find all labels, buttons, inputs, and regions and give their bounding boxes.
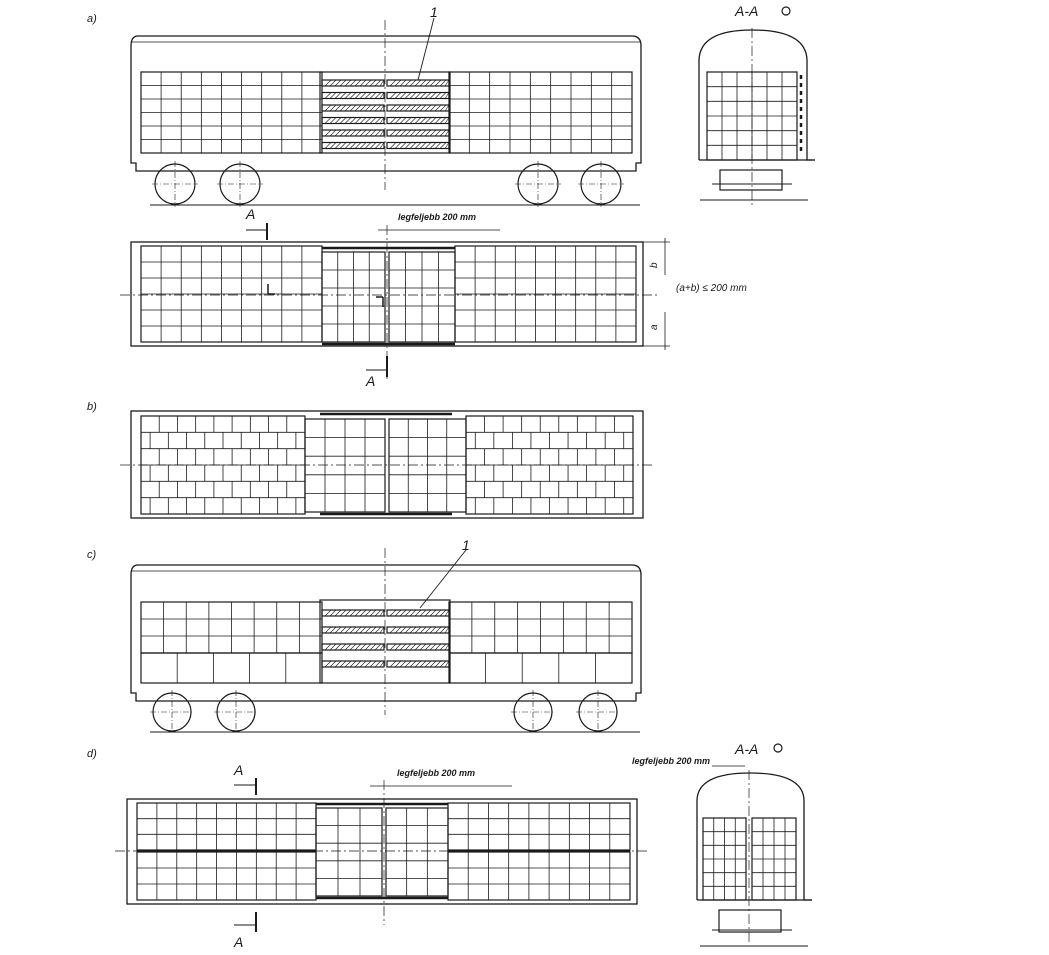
panel-a-board-right-hatch xyxy=(425,105,431,111)
panel-c-board-left-hatch xyxy=(365,661,371,667)
panel-c-board-right-hatch xyxy=(430,644,436,650)
panel-c-board-left-hatch xyxy=(380,610,384,616)
panel-a-board-right-hatch xyxy=(445,143,449,149)
panel-a-board-right-hatch xyxy=(415,143,421,149)
panel-a-board-right-hatch xyxy=(395,130,401,136)
panel-a-board-left-hatch xyxy=(355,93,361,99)
panel-a-board-right-hatch xyxy=(405,105,411,111)
panel-a-board-right-hatch xyxy=(440,80,446,86)
panel-c-board-right-hatch xyxy=(445,661,449,667)
panel-a-board-left-hatch xyxy=(335,80,341,86)
panel-c-board-left-hatch xyxy=(375,627,381,633)
panel-a-board-right-hatch xyxy=(390,93,396,99)
panel-c-board-right-hatch xyxy=(425,644,431,650)
panel-a-board-right-hatch xyxy=(420,143,426,149)
panel-a-board-left-hatch xyxy=(330,93,336,99)
panel-c-board-left-hatch xyxy=(380,627,384,633)
panel-a-board-left-hatch xyxy=(330,130,336,136)
panel-a-board-right-hatch xyxy=(410,93,416,99)
panel-c-board-left-hatch xyxy=(340,661,346,667)
panel-a-board-left-hatch xyxy=(325,143,331,149)
panel-c-board-left-hatch xyxy=(335,610,341,616)
panel-a-board-right-hatch xyxy=(440,130,446,136)
section-marker-d-top: A xyxy=(234,762,244,778)
panel-c-board-left-hatch xyxy=(325,610,331,616)
panel-c-board-right-hatch xyxy=(395,627,401,633)
panel-c-board-right-hatch xyxy=(425,610,431,616)
panel-a-board-right-hatch xyxy=(425,80,431,86)
panel-a-board-right-hatch xyxy=(425,118,431,124)
panel-c-board-left-hatch xyxy=(350,627,356,633)
panel-a-board-left-hatch xyxy=(350,80,356,86)
panel-c-board-left-hatch xyxy=(345,644,351,650)
panel-c-board-right-hatch xyxy=(415,610,421,616)
panel-c-board-right-hatch xyxy=(410,610,416,616)
section-top-bogie xyxy=(720,170,782,190)
dim-letter-b: b xyxy=(649,262,660,268)
panel-a-board-right-hatch xyxy=(435,93,441,99)
panel-a-board-left-hatch xyxy=(345,105,351,111)
panel-a-board-right-hatch xyxy=(395,105,401,111)
panel-label-b: b) xyxy=(87,401,97,413)
panel-a-board-right-hatch xyxy=(435,118,441,124)
panel-a-board-left-hatch xyxy=(330,105,336,111)
section-label-bottom: A-A xyxy=(735,741,759,757)
panel-a-board-left-hatch xyxy=(355,118,361,124)
panel-c-board-right-hatch xyxy=(440,627,446,633)
panel-a-side-body xyxy=(131,36,641,171)
panel-d-left-lower xyxy=(137,852,316,900)
panel-d-door-left xyxy=(316,808,382,896)
panel-c-board-left-hatch xyxy=(350,661,356,667)
panel-a-board-left-hatch xyxy=(370,143,376,149)
panel-a-board-left-hatch xyxy=(380,130,384,136)
panel-a-board-left-hatch xyxy=(350,105,356,111)
panel-c-board-left-hatch xyxy=(365,627,371,633)
panel-a-board-left-hatch xyxy=(370,118,376,124)
panel-a-board-right-hatch xyxy=(410,130,416,136)
panel-a-board-left-hatch xyxy=(365,130,371,136)
panel-a-board-left-hatch xyxy=(325,80,331,86)
panel-c-board-left-hatch xyxy=(335,661,341,667)
panel-a-board-right-hatch xyxy=(445,80,449,86)
panel-a-board-left-hatch xyxy=(325,118,331,124)
panel-a-board-right-hatch xyxy=(415,130,421,136)
panel-c-board-right-hatch xyxy=(445,610,449,616)
panel-c-board-right-hatch xyxy=(410,627,416,633)
panel-a-board-right-hatch xyxy=(435,143,441,149)
panel-c-board-right-hatch xyxy=(395,661,401,667)
panel-a-board-right-hatch xyxy=(420,118,426,124)
panel-c-board-left-hatch xyxy=(360,610,366,616)
panel-c-board-left-hatch xyxy=(370,610,376,616)
panel-a-board-left-hatch xyxy=(345,93,351,99)
panel-a-board-left-hatch xyxy=(355,130,361,136)
panel-c-board-left-hatch xyxy=(325,644,331,650)
panel-a-board-right-hatch xyxy=(415,105,421,111)
panel-a-board-right-hatch xyxy=(405,80,411,86)
panel-a-board-right-hatch xyxy=(400,93,406,99)
panel-a-board-right-hatch xyxy=(400,105,406,111)
panel-a-board-left-hatch xyxy=(350,93,356,99)
panel-c-board-left-hatch xyxy=(380,661,384,667)
panel-a-board-right-hatch xyxy=(440,143,446,149)
panel-a-board-left-hatch xyxy=(330,118,336,124)
panel-a-board-left-hatch xyxy=(330,143,336,149)
panel-a-board-left-hatch xyxy=(360,80,366,86)
panel-c-board-right-hatch xyxy=(400,661,406,667)
section-symbol-top xyxy=(782,7,790,15)
panel-a-board-right-hatch xyxy=(430,80,436,86)
panel-c-board-left-hatch xyxy=(340,627,346,633)
panel-c-board-right-hatch xyxy=(440,644,446,650)
panel-a-board-right-hatch xyxy=(390,130,396,136)
panel-a-board-left-hatch xyxy=(345,143,351,149)
panel-a-board-left-hatch xyxy=(365,118,371,124)
panel-a-board-left-hatch xyxy=(335,93,341,99)
panel-a-board-right-hatch xyxy=(445,130,449,136)
panel-a-board-left-hatch xyxy=(350,143,356,149)
callout-number-c: 1 xyxy=(462,537,470,553)
panel-c-board-right-hatch xyxy=(410,661,416,667)
panel-c-board-left-hatch xyxy=(375,610,381,616)
panel-c-board-right-hatch xyxy=(425,627,431,633)
note-max-gap-a: legfeljebb 200 mm xyxy=(398,212,477,222)
panel-a-board-left-hatch xyxy=(345,130,351,136)
panel-a-board-left-hatch xyxy=(345,80,351,86)
panel-c-board-left-hatch xyxy=(340,610,346,616)
panel-c-board-right-hatch xyxy=(395,610,401,616)
panel-c-board-left-hatch xyxy=(330,610,336,616)
section-marker-d-bottom: A xyxy=(234,934,244,950)
panel-a-board-left-hatch xyxy=(360,118,366,124)
panel-a-board-right-hatch xyxy=(390,105,396,111)
panel-a-board-left-hatch xyxy=(375,143,381,149)
section-marker-a-bottom: A xyxy=(366,373,376,389)
panel-c-board-left-hatch xyxy=(365,610,371,616)
panel-a-board-right-hatch xyxy=(415,118,421,124)
panel-c-board-right-hatch xyxy=(400,644,406,650)
panel-a-board-right-hatch xyxy=(390,118,396,124)
panel-a-board-right-hatch xyxy=(440,105,446,111)
panel-d-right-upper xyxy=(448,803,630,850)
panel-c-board-left-hatch xyxy=(350,644,356,650)
panel-a-board-right-hatch xyxy=(430,93,436,99)
panel-c-board-right-hatch xyxy=(440,661,446,667)
panel-a-board-right-hatch xyxy=(410,143,416,149)
panel-a-board-left-hatch xyxy=(365,93,371,99)
panel-c-board-right-hatch xyxy=(390,610,396,616)
panel-a-board-right-hatch xyxy=(410,118,416,124)
panel-c-board-right-hatch xyxy=(435,661,441,667)
panel-a-board-right-hatch xyxy=(430,118,436,124)
panel-c-board-left-hatch xyxy=(330,627,336,633)
panel-c-board-left-hatch xyxy=(335,644,341,650)
section-bottom-bogie xyxy=(719,910,781,932)
panel-a-board-left-hatch xyxy=(355,105,361,111)
section-label-top: A-A xyxy=(735,3,759,19)
panel-c-board-left-hatch xyxy=(360,644,366,650)
panel-a-board-left-hatch xyxy=(340,93,346,99)
panel-a-board-right-hatch xyxy=(415,93,421,99)
panel-c-board-right-hatch xyxy=(420,610,426,616)
panel-a-board-left-hatch xyxy=(370,80,376,86)
panel-c-board-left-hatch xyxy=(355,627,361,633)
panel-a-board-left-hatch xyxy=(365,105,371,111)
panel-c-side-body xyxy=(131,565,641,701)
panel-a-board-left-hatch xyxy=(345,118,351,124)
panel-a-board-left-hatch xyxy=(380,143,384,149)
panel-a-board-left-hatch xyxy=(370,130,376,136)
panel-a-board-left-hatch xyxy=(350,118,356,124)
panel-c-board-left-hatch xyxy=(360,627,366,633)
panel-c-board-right-hatch xyxy=(430,661,436,667)
panel-label-a: a) xyxy=(87,13,97,25)
panel-a-board-left-hatch xyxy=(380,80,384,86)
panel-c-board-right-hatch xyxy=(420,644,426,650)
panel-b-plan-outline xyxy=(131,411,643,518)
panel-a-board-left-hatch xyxy=(340,105,346,111)
panel-c-board-left-hatch xyxy=(375,661,381,667)
panel-a-board-right-hatch xyxy=(425,143,431,149)
panel-c-board-right-hatch xyxy=(390,644,396,650)
panel-c-board-right-hatch xyxy=(430,610,436,616)
panel-a-board-right-hatch xyxy=(410,80,416,86)
panel-a-board-left-hatch xyxy=(375,80,381,86)
panel-a-board-left-hatch xyxy=(325,105,331,111)
panel-c-board-right-hatch xyxy=(405,644,411,650)
panel-a-board-left-hatch xyxy=(340,80,346,86)
panel-c-board-right-hatch xyxy=(390,661,396,667)
panel-a-board-right-hatch xyxy=(415,80,421,86)
diagram-geometry xyxy=(115,18,815,946)
panel-c-callout-leader xyxy=(420,550,466,608)
section-marker-a-top: A xyxy=(246,206,256,222)
note-max-gap-d: legfeljebb 200 mm xyxy=(397,768,476,778)
panel-c-board-left-hatch xyxy=(365,644,371,650)
panel-c-board-right-hatch xyxy=(415,644,421,650)
panel-c-board-left-hatch xyxy=(370,644,376,650)
panel-a-board-right-hatch xyxy=(425,93,431,99)
panel-a-board-left-hatch xyxy=(365,80,371,86)
panel-a-board-right-hatch xyxy=(400,143,406,149)
panel-c-board-right-hatch xyxy=(445,644,449,650)
panel-a-board-right-hatch xyxy=(405,143,411,149)
panel-a-board-right-hatch xyxy=(435,130,441,136)
panel-a-board-right-hatch xyxy=(430,105,436,111)
panel-c-board-left-hatch xyxy=(355,610,361,616)
panel-c-board-right-hatch xyxy=(405,661,411,667)
panel-c-board-left-hatch xyxy=(330,661,336,667)
panel-a-board-right-hatch xyxy=(420,93,426,99)
panel-a-board-right-hatch xyxy=(440,93,446,99)
panel-a-board-left-hatch xyxy=(365,143,371,149)
panel-d-left-upper xyxy=(137,803,316,850)
panel-a-board-right-hatch xyxy=(445,93,449,99)
panel-c-board-right-hatch xyxy=(410,644,416,650)
panel-label-d: d) xyxy=(87,748,97,760)
panel-a-board-left-hatch xyxy=(325,130,331,136)
panel-a-board-left-hatch xyxy=(380,118,384,124)
panel-a-board-left-hatch xyxy=(360,130,366,136)
panel-a-board-left-hatch xyxy=(360,105,366,111)
panel-c-board-left-hatch xyxy=(345,661,351,667)
panel-a-board-right-hatch xyxy=(390,143,396,149)
panel-c-board-left-hatch xyxy=(360,661,366,667)
panel-a-board-right-hatch xyxy=(395,80,401,86)
panel-c-board-left-hatch xyxy=(325,661,331,667)
panel-a-board-right-hatch xyxy=(405,130,411,136)
panel-a-board-right-hatch xyxy=(400,80,406,86)
panel-a-board-left-hatch xyxy=(340,130,346,136)
panel-c-board-left-hatch xyxy=(325,627,331,633)
panel-a-board-right-hatch xyxy=(440,118,446,124)
panel-a-board-left-hatch xyxy=(335,130,341,136)
panel-c-board-right-hatch xyxy=(435,610,441,616)
panel-a-board-left-hatch xyxy=(380,105,384,111)
panel-a-board-left-hatch xyxy=(375,105,381,111)
panel-a-board-left-hatch xyxy=(370,93,376,99)
panel-a-callout-leader xyxy=(418,18,434,80)
panel-c-board-left-hatch xyxy=(370,661,376,667)
formula-a-plus-b: (a+b) ≤ 200 mm xyxy=(676,283,747,294)
panel-a-board-right-hatch xyxy=(425,130,431,136)
panel-a-board-right-hatch xyxy=(395,118,401,124)
panel-c-board-left-hatch xyxy=(370,627,376,633)
dim-letter-a: a xyxy=(649,324,660,330)
panel-a-board-right-hatch xyxy=(430,130,436,136)
panel-c-left-lower xyxy=(141,653,322,683)
panel-c-board-right-hatch xyxy=(390,627,396,633)
panel-c-board-left-hatch xyxy=(345,610,351,616)
panel-c-board-right-hatch xyxy=(395,644,401,650)
panel-a-board-right-hatch xyxy=(445,105,449,111)
callout-number-top: 1 xyxy=(430,4,438,20)
panel-a-board-left-hatch xyxy=(360,93,366,99)
panel-a-board-right-hatch xyxy=(420,80,426,86)
panel-a-board-left-hatch xyxy=(370,105,376,111)
panel-a-board-left-hatch xyxy=(350,130,356,136)
panel-c-board-left-hatch xyxy=(345,627,351,633)
panel-c-board-right-hatch xyxy=(440,610,446,616)
panel-c-board-right-hatch xyxy=(445,627,449,633)
panel-c-board-left-hatch xyxy=(355,661,361,667)
panel-d-door-right xyxy=(386,808,448,896)
panel-a-board-right-hatch xyxy=(400,130,406,136)
panel-a-board-left-hatch xyxy=(325,93,331,99)
panel-d-right-lower xyxy=(448,852,630,900)
panel-c-board-right-hatch xyxy=(400,610,406,616)
panel-a-board-right-hatch xyxy=(395,93,401,99)
panel-a-board-right-hatch xyxy=(420,105,426,111)
panel-c-board-right-hatch xyxy=(430,627,436,633)
panel-a-board-right-hatch xyxy=(405,93,411,99)
panel-a-board-left-hatch xyxy=(360,143,366,149)
panel-a-board-right-hatch xyxy=(420,130,426,136)
panel-a-board-left-hatch xyxy=(340,118,346,124)
panel-c-board-left-hatch xyxy=(350,610,356,616)
section-symbol-bottom xyxy=(774,744,782,752)
panel-a-board-right-hatch xyxy=(405,118,411,124)
panel-c-board-right-hatch xyxy=(420,661,426,667)
panel-c-board-left-hatch xyxy=(330,644,336,650)
panel-c-board-left-hatch xyxy=(380,644,384,650)
panel-a-board-right-hatch xyxy=(390,80,396,86)
panel-c-board-right-hatch xyxy=(405,610,411,616)
panel-a-board-left-hatch xyxy=(355,143,361,149)
panel-a-board-left-hatch xyxy=(340,143,346,149)
panel-a-board-left-hatch xyxy=(375,118,381,124)
panel-a-board-left-hatch xyxy=(355,80,361,86)
panel-a-board-right-hatch xyxy=(410,105,416,111)
panel-c-board-right-hatch xyxy=(405,627,411,633)
panel-c-board-left-hatch xyxy=(375,644,381,650)
panel-c-board-left-hatch xyxy=(355,644,361,650)
panel-a-board-left-hatch xyxy=(375,130,381,136)
panel-c-board-right-hatch xyxy=(420,627,426,633)
note-max-gap-d-section: legfeljebb 200 mm xyxy=(632,756,711,766)
panel-label-c: c) xyxy=(87,549,97,561)
panel-c-board-right-hatch xyxy=(425,661,431,667)
panel-c-right-lower xyxy=(449,653,632,683)
panel-c-board-right-hatch xyxy=(415,661,421,667)
panel-a-board-right-hatch xyxy=(395,143,401,149)
panel-a-board-left-hatch xyxy=(375,93,381,99)
panel-c-board-right-hatch xyxy=(435,644,441,650)
panel-c-board-left-hatch xyxy=(335,627,341,633)
panel-a-board-right-hatch xyxy=(435,105,441,111)
panel-a-board-left-hatch xyxy=(335,118,341,124)
panel-a-board-left-hatch xyxy=(335,105,341,111)
panel-c-board-left-hatch xyxy=(340,644,346,650)
panel-c-board-right-hatch xyxy=(415,627,421,633)
panel-a-board-right-hatch xyxy=(435,80,441,86)
panel-a-board-left-hatch xyxy=(330,80,336,86)
section-bottom-outline xyxy=(697,773,812,900)
panel-a-board-left-hatch xyxy=(380,93,384,99)
panel-a-board-right-hatch xyxy=(430,143,436,149)
panel-a-board-right-hatch xyxy=(400,118,406,124)
panel-c-board-right-hatch xyxy=(435,627,441,633)
panel-a-board-right-hatch xyxy=(445,118,449,124)
panel-a-board-left-hatch xyxy=(335,143,341,149)
panel-c-board-right-hatch xyxy=(400,627,406,633)
